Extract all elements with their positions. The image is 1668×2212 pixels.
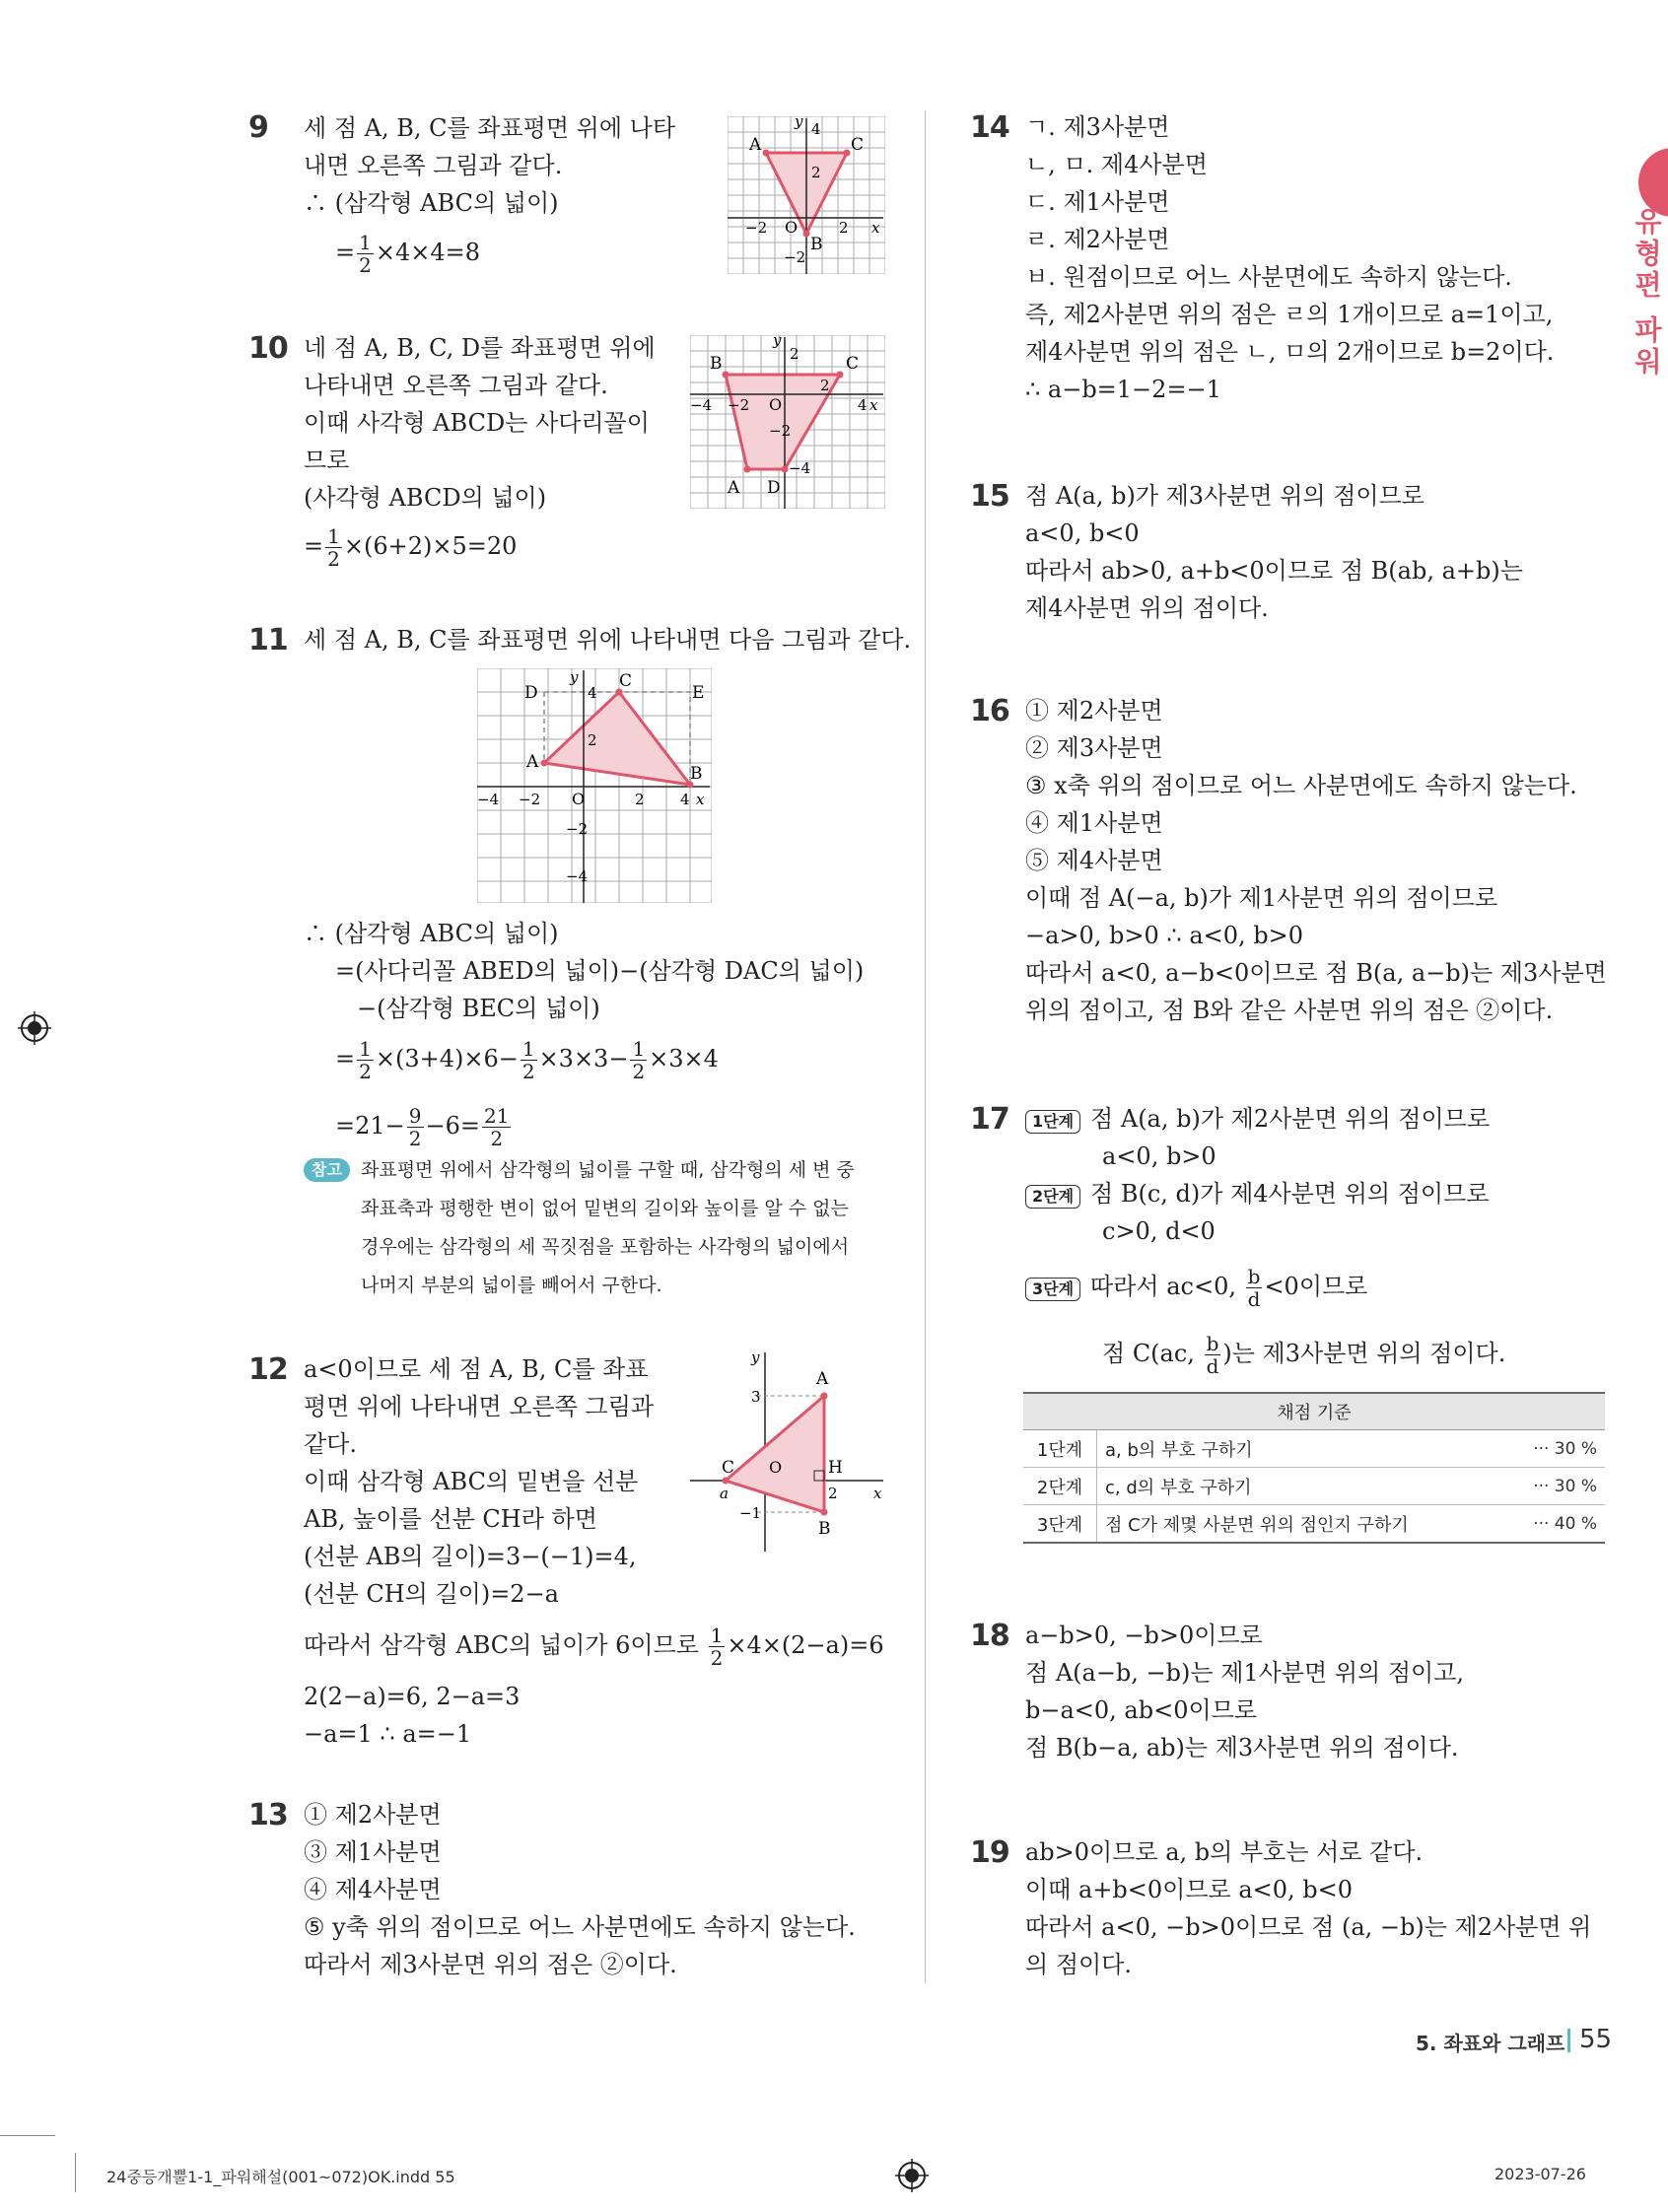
g11-tick-xm4: −4 (477, 791, 500, 808)
p16-line5: ⑤ 제4사분면 (1025, 847, 1163, 874)
p14-line6: 즉, 제2사분면 위의 점은 ㄹ의 1개이므로 a=1이고, (1025, 301, 1554, 328)
g11-tick-ym4: −4 (566, 867, 589, 885)
g9-label-A: A (749, 135, 762, 155)
g11-tick-ym2: −2 (566, 820, 589, 838)
p13-line4: ⑤ y축 위의 점이므로 어느 사분면에도 속하지 않는다. (304, 1913, 856, 1941)
p9-line4: = $\frac{1}{2}$ ×4×4=8 (335, 231, 480, 277)
g10-tick-xm2: −2 (728, 396, 750, 414)
graph-problem-10 (690, 335, 885, 509)
p10-line6: = $\frac{1}{2}$ ×(6+2)×5=20 (304, 524, 518, 571)
g12-label-C: C (722, 1458, 735, 1478)
g11-label-A: A (526, 752, 539, 772)
g9-tick-x2: 2 (839, 219, 849, 237)
graph-problem-9 (728, 116, 885, 274)
p10-line1: 네 점 A, B, C, D를 좌표평면 위에 (304, 334, 656, 362)
p12-line3: 같다. (304, 1430, 357, 1458)
problem-number-9: 9 (248, 110, 268, 145)
note-line3: 경우에는 삼각형의 세 꼭짓점을 포함하는 사각형의 넓이에서 (361, 1236, 850, 1258)
table-row: 3단계 점 C가 제몇 사분면 위의 점인지 구하기 ··· 40 % (1023, 1505, 1605, 1544)
table-row: 1단계 a, b의 부호 구하기 ··· 30 % (1023, 1430, 1605, 1468)
p15-line3: 따라서 ab>0, a+b<0이므로 점 B(ab, a+b)는 (1025, 557, 1523, 585)
registration-mark-bottom-icon (895, 2159, 929, 2192)
problem-number-19: 19 (970, 1835, 1009, 1870)
p19-line4: 의 점이다. (1025, 1951, 1132, 1978)
p15-line4: 제4사분면 위의 점이다. (1025, 594, 1269, 622)
p17-line5: 3단계 따라서 ac<0, $\frac{b}{d}$ <0이므로 (1025, 1266, 1367, 1310)
g12-label-O: O (769, 1458, 783, 1477)
g9-tick-y2: 2 (811, 164, 821, 181)
p19-line1: ab>0이므로 a, b의 부호는 서로 같다. (1025, 1838, 1424, 1866)
p12-line9: 2(2−a)=6, 2−a=3 (304, 1683, 521, 1710)
g12-axis-x: x (873, 1485, 882, 1502)
g10-tick-ym2: −2 (769, 422, 792, 440)
p17-line6: 점 C(ac, $\frac{b}{d}$ )는 제3사분면 위의 점이다. (1102, 1332, 1506, 1378)
g10-tick-x2: 2 (820, 377, 830, 394)
step-2-badge: 2단계 (1025, 1185, 1080, 1209)
page-number: 55 (1579, 2025, 1613, 2054)
p13-line5: 따라서 제3사분면 위의 점은 ②이다. (304, 1951, 677, 1978)
g11-label-O: O (572, 790, 586, 808)
p14-line4: ㄹ. 제2사분면 (1025, 226, 1170, 253)
p13-line3: ④ 제4사분면 (304, 1876, 442, 1903)
p16-line8: 따라서 a<0, a−b<0이므로 점 B(a, a−b)는 제3사분면 (1025, 959, 1607, 987)
p18-line3: b−a<0, ab<0이므로 (1025, 1696, 1258, 1724)
p14-line2: ㄴ, ㅁ. 제4사분면 (1025, 151, 1208, 178)
problem-number-15: 15 (970, 479, 1009, 514)
g12-tick-y3: 3 (751, 1388, 761, 1406)
p18-line2: 점 A(a−b, −b)는 제1사분면 위의 점이고, (1025, 1659, 1465, 1687)
p10-line4: 므로 (304, 447, 350, 474)
g9-axis-x: x (871, 219, 880, 237)
p12-line7: (선분 CH의 길이)=2−a (304, 1580, 559, 1608)
p12-line1: a<0이므로 세 점 A, B, C를 좌표 (304, 1355, 649, 1383)
p17-line1: 1단계 점 A(a, b)가 제2사분면 위의 점이므로 (1025, 1104, 1490, 1134)
g10-label-A: A (728, 478, 740, 498)
crop-mark-left (0, 2135, 55, 2136)
step-1-badge: 1단계 (1025, 1110, 1080, 1134)
g11-tick-x2: 2 (635, 791, 645, 808)
p12-line10: −a=1 ∴ a=−1 (304, 1720, 472, 1748)
note-badge: 참고 (304, 1158, 350, 1182)
p16-line6: 이때 점 A(−a, b)가 제1사분면 위의 점이므로 (1025, 884, 1498, 912)
note-line2: 좌표축과 평행한 변이 없어 밑변의 길이와 높이를 알 수 없는 (361, 1198, 849, 1219)
g10-label-D: D (767, 478, 781, 498)
p11-line2: ∴ (삼각형 ABC의 넓이) (304, 920, 559, 947)
p16-line2: ② 제3사분면 (1025, 734, 1163, 762)
g11-tick-xm2: −2 (519, 791, 541, 808)
p14-line8: ∴ a−b=1−2=−1 (1025, 376, 1221, 403)
p19-line2: 이때 a+b<0이므로 a<0, b<0 (1025, 1876, 1354, 1903)
p16-line9: 위의 점이고, 점 B와 같은 사분면 위의 점은 ②이다. (1025, 997, 1554, 1024)
g10-axis-y: y (773, 335, 782, 349)
p9-line1: 세 점 A, B, C를 좌표평면 위에 나타 (304, 114, 676, 142)
problem-number-12: 12 (248, 1352, 288, 1387)
p14-line1: ㄱ. 제3사분면 (1025, 113, 1170, 141)
g12-axis-y: y (751, 1350, 760, 1366)
p12-line6: (선분 AB의 길이)=3−(−1)=4, (304, 1543, 637, 1570)
crop-mark-bottom (75, 2153, 76, 2192)
file-name: 24중등개뿔1-1_파워해설(001~072)OK.indd 55 (106, 2168, 455, 2186)
p16-line3: ③ x축 위의 점이므로 어느 사분면에도 속하지 않는다. (1025, 772, 1577, 799)
g9-label-O: O (785, 218, 799, 237)
note-line4: 나머지 부분의 넓이를 빼어서 구한다. (361, 1275, 662, 1296)
g11-axis-y: y (570, 668, 579, 686)
g9-label-C: C (851, 135, 865, 155)
p14-line5: ㅂ. 원점이므로 어느 사분면에도 속하지 않는다. (1025, 263, 1512, 291)
p17-line2: a<0, b>0 (1102, 1142, 1216, 1170)
p18-line1: a−b>0, −b>0이므로 (1025, 1622, 1263, 1649)
g10-tick-xm4: −4 (690, 396, 713, 414)
g10-label-B: B (710, 354, 723, 374)
p9-line2: 내면 오른쪽 그림과 같다. (304, 152, 563, 179)
g9-tick-y4: 4 (811, 120, 821, 138)
p11-line4: −(삼각형 BEC의 넓이) (357, 995, 600, 1022)
p18-line4: 점 B(b−a, ab)는 제3사분면 위의 점이다. (1025, 1734, 1459, 1762)
g12-label-A: A (816, 1369, 829, 1389)
problem-number-13: 13 (248, 1798, 288, 1832)
table-row: 2단계 c, d의 부호 구하기 ··· 30 % (1023, 1468, 1605, 1505)
p14-line7: 제4사분면 위의 점은 ㄴ, ㅁ의 2개이므로 b=2이다. (1025, 338, 1555, 366)
p12-line4: 이때 삼각형 ABC의 밑변을 선분 (304, 1468, 639, 1495)
g12-tick-xa: a (720, 1485, 729, 1502)
column-divider (925, 110, 926, 1983)
p16-line7: −a>0, b>0 ∴ a<0, b>0 (1025, 922, 1304, 949)
p17-line3: 2단계 점 B(c, d)가 제4사분면 위의 점이므로 (1025, 1179, 1489, 1209)
step-3-badge: 3단계 (1025, 1278, 1080, 1301)
problem-number-16: 16 (970, 694, 1009, 728)
scoring-table (1023, 1392, 1605, 1544)
p14-line3: ㄷ. 제1사분면 (1025, 188, 1170, 216)
problem-number-10: 10 (248, 331, 288, 366)
g10-label-O: O (769, 395, 783, 414)
g10-label-C: C (846, 354, 860, 374)
p12-line5: AB, 높이를 선분 CH라 하면 (304, 1505, 597, 1533)
footer-separator (1567, 2029, 1570, 2052)
p11-line5: = $\frac{1}{2}$ ×(3+4)×6− $\frac{1}{2}$ ×3×3− $\frac{1}{2}$ ×3×4 (335, 1037, 719, 1083)
chapter-title: 5. 좌표와 그래프 (1416, 2032, 1565, 2055)
problem-number-18: 18 (970, 1619, 1009, 1653)
p13-line1: ① 제2사분면 (304, 1801, 442, 1829)
g12-tick-ym1: −1 (739, 1504, 762, 1522)
problem-number-17: 17 (970, 1102, 1009, 1137)
g10-axis-x: x (869, 396, 878, 414)
g9-tick-xm2: −2 (745, 219, 768, 237)
p9-line3: ∴ (삼각형 ABC의 넓이) (304, 189, 559, 217)
registration-mark-icon (18, 1011, 51, 1045)
g10-tick-ym4: −4 (789, 459, 811, 477)
print-date: 2023-07-26 (1494, 2165, 1586, 2183)
g9-label-B: B (810, 235, 823, 254)
problem-number-11: 11 (248, 623, 288, 657)
problem-number-14: 14 (970, 110, 1009, 145)
g11-axis-x: x (696, 791, 705, 808)
g11-tick-y4: 4 (588, 684, 597, 702)
g11-label-B: B (690, 764, 703, 784)
scoring-table-title: 채점 기준 (1023, 1393, 1605, 1430)
p19-line3: 따라서 a<0, −b>0이므로 점 (a, −b)는 제2사분면 위 (1025, 1913, 1592, 1941)
graph-problem-12 (690, 1350, 887, 1552)
g11-tick-y2: 2 (588, 731, 597, 749)
p10-line3: 이때 사각형 ABCD는 사다리꼴이 (304, 409, 650, 437)
p13-line2: ③ 제1사분면 (304, 1838, 442, 1866)
p11-line6: =21− $\frac{9}{2}$ −6= $\frac{21}{2}$ (335, 1104, 510, 1150)
graph-problem-11 (477, 668, 712, 903)
p11-line1: 세 점 A, B, C를 좌표평면 위에 나타내면 다음 그림과 같다. (304, 626, 912, 654)
g11-label-C: C (619, 671, 633, 691)
p12-line8: 따라서 삼각형 ABC의 넓이가 6이므로 $\frac{1}{2}$ ×4×(2−a)=6 (304, 1624, 884, 1670)
p16-line4: ④ 제1사분면 (1025, 809, 1163, 837)
p17-line4: c>0, d<0 (1102, 1217, 1216, 1245)
p10-line2: 나타내면 오른쪽 그림과 같다. (304, 372, 608, 399)
g12-tick-x2: 2 (828, 1485, 838, 1502)
g11-label-D: D (524, 683, 538, 703)
p11-line3: =(사다리꼴 ABED의 넓이)−(삼각형 DAC의 넓이) (335, 957, 865, 985)
g9-tick-ym2: −2 (784, 248, 806, 266)
g12-label-H: H (828, 1458, 843, 1478)
p12-line2: 평면 위에 나타내면 오른쪽 그림과 (304, 1393, 655, 1420)
p15-line2: a<0, b<0 (1025, 519, 1140, 547)
g9-axis-y: y (795, 116, 803, 130)
g11-label-E: E (692, 683, 705, 703)
p16-line1: ① 제2사분면 (1025, 697, 1163, 725)
note-line1: 좌표평면 위에서 삼각형의 넓이를 구할 때, 삼각형의 세 변 중 (361, 1159, 855, 1181)
p15-line1: 점 A(a, b)가 제3사분면 위의 점이므로 (1025, 482, 1425, 510)
g12-label-B: B (818, 1519, 831, 1539)
g10-tick-y2: 2 (790, 345, 799, 363)
g11-tick-x4: 4 (680, 791, 690, 808)
side-tab-label: 유형편 파워 (1631, 207, 1663, 379)
g10-tick-x4: 4 (858, 396, 868, 414)
p10-line5: (사각형 ABCD의 넓이) (304, 484, 547, 512)
